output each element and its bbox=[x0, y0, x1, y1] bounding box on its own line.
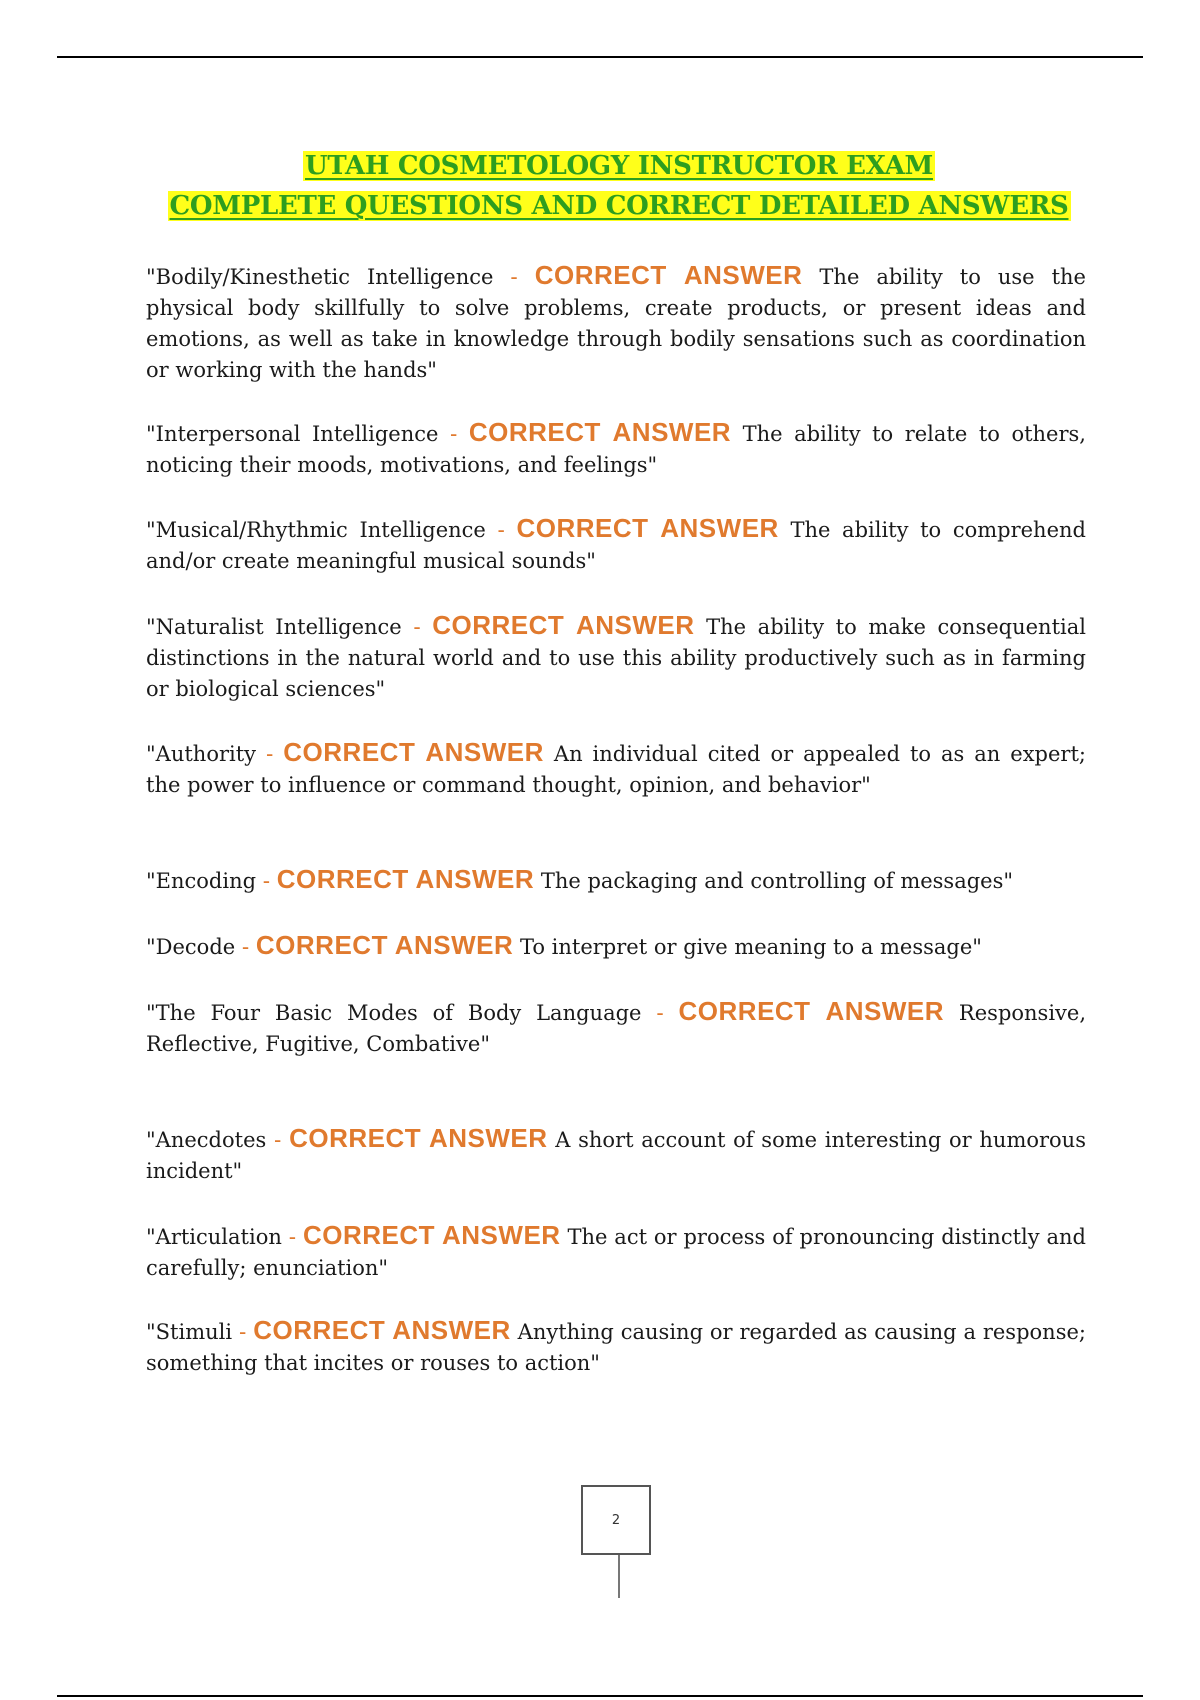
qa-item bbox=[146, 513, 1086, 577]
document-title bbox=[0, 146, 1200, 226]
qa-term: "Naturalist Intelligence bbox=[146, 615, 402, 639]
correct-answer-label: CORRECT ANSWER bbox=[432, 610, 695, 640]
correct-answer-label: CORRECT ANSWER bbox=[289, 1123, 548, 1153]
qa-term: "Authority bbox=[146, 742, 257, 766]
qa-term: "Decode bbox=[146, 935, 236, 959]
qa-separator: - bbox=[449, 421, 458, 446]
qa-item bbox=[146, 864, 1013, 897]
qa-term: "Interpersonal Intelligence bbox=[146, 422, 439, 446]
top-rule bbox=[57, 56, 1143, 58]
qa-item bbox=[146, 737, 1086, 801]
qa-separator: - bbox=[238, 1319, 247, 1344]
qa-separator: - bbox=[497, 517, 505, 542]
qa-item bbox=[146, 1315, 1086, 1379]
qa-answer: Anything causing or regarded as causing a response; something that incites or rouses to action" bbox=[146, 1320, 1086, 1375]
correct-answer-label: CORRECT ANSWER bbox=[516, 513, 779, 543]
qa-item bbox=[146, 1123, 1086, 1187]
bottom-rule bbox=[57, 1695, 1143, 1697]
qa-answer: A short account of some interesting or humorous incident" bbox=[146, 1128, 1086, 1183]
title-line-1: UTAH COSMETOLOGY INSTRUCTOR EXAM bbox=[305, 151, 933, 181]
correct-answer-label: CORRECT ANSWER bbox=[468, 417, 732, 447]
qa-answer: To interpret or give meaning to a message" bbox=[519, 935, 982, 959]
qa-answer: The ability to relate to others, noticing their moods, motivations, and feelings" bbox=[146, 422, 1086, 477]
qa-separator: - bbox=[241, 934, 250, 959]
correct-answer-label: CORRECT ANSWER bbox=[302, 1220, 561, 1250]
qa-separator: - bbox=[413, 614, 421, 639]
qa-term: "The Four Basic Modes of Body Language bbox=[146, 1001, 642, 1025]
qa-term: "Anecdotes bbox=[146, 1128, 267, 1152]
correct-answer-label: CORRECT ANSWER bbox=[283, 737, 544, 767]
qa-separator: - bbox=[510, 264, 518, 289]
qa-item bbox=[146, 260, 1086, 386]
qa-answer: The ability to comprehend and/or create meaningful musical sounds" bbox=[146, 518, 1086, 573]
page-number-stem bbox=[618, 1555, 620, 1598]
qa-answer: The ability to make consequential distinctions in the natural world and to use this ability productively such as in farming or biological sciences" bbox=[146, 615, 1086, 701]
qa-item bbox=[146, 996, 1086, 1060]
qa-separator: - bbox=[288, 1224, 297, 1249]
correct-answer-label: CORRECT ANSWER bbox=[534, 260, 803, 290]
qa-answer: An individual cited or appealed to as an expert; the power to influence or command thought, opinion, and behavior" bbox=[146, 742, 1086, 797]
qa-term: "Encoding bbox=[146, 869, 257, 893]
qa-item bbox=[146, 930, 982, 963]
title-line-2: COMPLETE QUESTIONS AND CORRECT DETAILED ANSWERS bbox=[169, 191, 1069, 221]
qa-separator: - bbox=[656, 1000, 664, 1025]
qa-term: "Bodily/Kinesthetic Intelligence bbox=[146, 265, 494, 289]
qa-answer: The ability to use the physical body skillfully to solve problems, create products, or present ideas and emotions, as well as take in knowledge through bodily sensations such as coordination or working with the hands" bbox=[146, 265, 1086, 382]
correct-answer-label: CORRECT ANSWER bbox=[276, 864, 535, 894]
qa-item bbox=[146, 417, 1086, 481]
qa-item bbox=[146, 610, 1086, 705]
qa-answer: The act or process of pronouncing distinctly and carefully; enunciation" bbox=[146, 1225, 1086, 1280]
qa-answer: The packaging and controlling of messages" bbox=[540, 869, 1014, 893]
qa-answer: Responsive, Reflective, Fugitive, Combative" bbox=[146, 1001, 1087, 1056]
qa-term: "Stimuli bbox=[146, 1320, 233, 1344]
qa-term: "Articulation bbox=[146, 1225, 282, 1249]
page-number: 2 bbox=[581, 1485, 651, 1555]
qa-separator: - bbox=[262, 868, 271, 893]
correct-answer-label: CORRECT ANSWER bbox=[253, 1315, 511, 1345]
qa-item bbox=[146, 1220, 1086, 1284]
correct-answer-label: CORRECT ANSWER bbox=[255, 930, 514, 960]
qa-separator: - bbox=[274, 1127, 282, 1152]
qa-term: "Musical/Rhythmic Intelligence bbox=[146, 518, 486, 542]
correct-answer-label: CORRECT ANSWER bbox=[678, 996, 945, 1026]
qa-separator: - bbox=[265, 741, 274, 766]
